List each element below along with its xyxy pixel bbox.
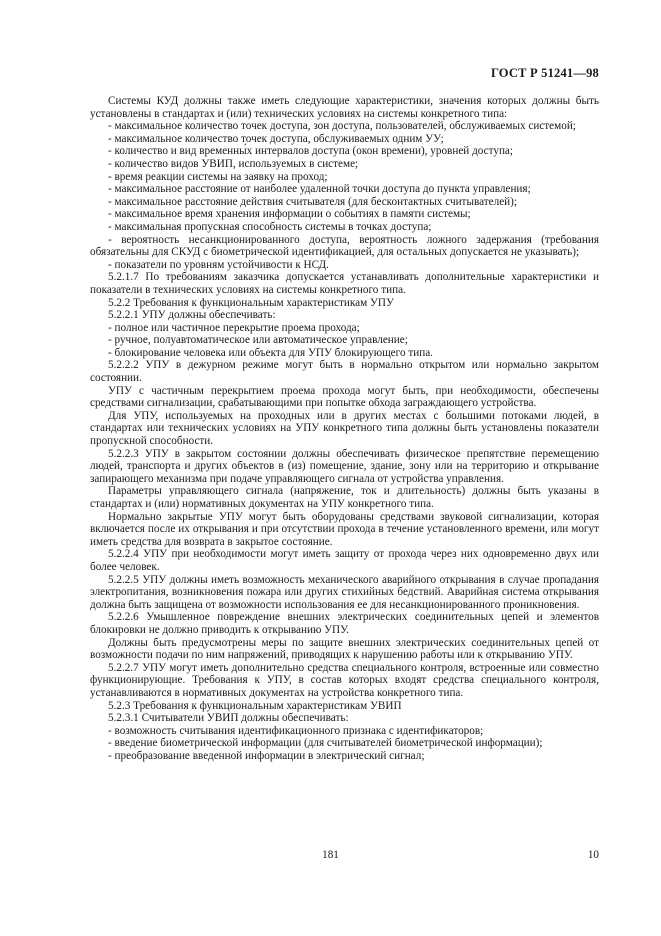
list-item: - максимальное расстояние от наиболее удаленной точки доступа до пункта управления; xyxy=(108,183,531,196)
section-paragraph: 5.2.1.7 По требованиям заказчика допускается устанавливать дополнительные характеристики и показатели в технических условиях на системы конкретного типа. xyxy=(90,271,599,296)
list-item: - ручное, полуавтоматическое или автоматическое управление; xyxy=(108,334,408,347)
list-item: - возможность считывания идентификационного признака с идентификаторов; xyxy=(108,724,484,737)
section-paragraph: 5.2.3.1 Считыватели УВИП должны обеспечивать: xyxy=(108,712,349,725)
section-paragraph: 5.2.2.6 Умышленное повреждение внешних электрических соединительных цепей и элементов блокировки не должно приводить к открыванию УПУ. xyxy=(90,611,599,636)
list-item: - количество и вид временны́х интервалов доступа (окон времени), уровней доступа; xyxy=(108,145,513,158)
list-item: - количество видов УВИП, используемых в системе; xyxy=(108,157,359,170)
paragraph: Должны быть предусмотрены меры по защите внешних электрических соединительных цепей от возможности подачи по ним напряжений, приводящих к нарушению работы или к открыванию УПУ. xyxy=(90,636,599,662)
paragraph: УПУ с частичным перекрытием проема прохода могут быть, при необходимости, обеспечены средствами сигнализации, срабатывающими при попытке обхода заграждающего устройства. xyxy=(90,384,599,410)
paragraph: Для УПУ, используемых на проходных или в других местах с большими потоками людей, в стандартах или технических условиях на УПУ конкретного типа должны быть установлены показатели пропускной способности. xyxy=(90,409,599,448)
list-item: - максимальное время хранения информации о событиях в памяти системы; xyxy=(108,208,471,221)
list-item: - максимальное расстояние действия считывателя (для бесконтактных считывателей); xyxy=(108,195,517,208)
list-item: - блокирование человека или объекта для УПУ блокирующего типа. xyxy=(108,346,433,359)
section-paragraph: 5.2.2.4 УПУ при необходимости могут иметь защиту от прохода через них одновременно двух или более человек. xyxy=(90,548,599,573)
list-item: - показатели по уровням устойчивости к НСД. xyxy=(108,258,329,271)
section-heading: 5.2.2 Требования к функциональным характеристикам УПУ xyxy=(108,296,394,309)
list-item: - максимальное количество точек доступа, обслуживаемых одним УУ; xyxy=(108,132,444,145)
section-paragraph: 5.2.2.5 УПУ должны иметь возможность механического аварийного открывания в случае пропадания электропитания, возникновения пожара или других стихийных бедствий. Аварийная система открывания должна быть защищена от возможности использования ее для несанкционированного проникновения. xyxy=(90,573,599,611)
paragraph: Системы КУД должны также иметь следующие характеристики, значения которых должны быть установлены в стандартах и (или) технических условиях на системы конкретного типа: xyxy=(90,95,599,120)
paragraph: Нормально закрытые УПУ могут быть оборудованы средствами звуковой сигнализации, которая включается после их открывания и при отсутствии прохода в течение установленного времени, или могут иметь средства для возврата в закрытое состояние. xyxy=(90,510,599,548)
page-number: 181 xyxy=(322,849,339,861)
document-header: ГОСТ Р 51241—98 xyxy=(490,66,599,80)
document-body xyxy=(90,95,599,762)
section-paragraph: 5.2.2.7 УПУ могут иметь дополнительно средства специального контроля, встроенные или совместно функционирующие. Требования к УПУ, в состав которых входят средства специального контроля, устанавливаются в нормативных документах на устройства конкретного типа. xyxy=(90,661,599,699)
section-paragraph: 5.2.2.1 УПУ должны обеспечивать: xyxy=(108,309,276,322)
document-page-number: 10 xyxy=(587,849,599,861)
list-item: - время реакции системы на заявку на проход; xyxy=(108,170,328,183)
list-item: - введение биометрической информации (для считывателей биометрической информации); xyxy=(108,737,543,750)
list-item: - максимальное количество точек доступа, зон доступа, пользователей, обслуживаемых системой; xyxy=(108,120,576,133)
paragraph: Параметры управляющего сигнала (напряжение, ток и длительность) должны быть указаны в стандартах и (или) нормативных документах на УПУ конкретного типа. xyxy=(90,485,599,510)
list-item: - преобразование введенной информации в электрический сигнал; xyxy=(108,749,425,762)
section-paragraph: 5.2.2.2 УПУ в дежурном режиме могут быть в нормально открытом или нормально закрытом состоянии. xyxy=(90,359,599,385)
list-item: - вероятность несанкционированного доступа, вероятность ложного задержания (требования обязательны для СКУД с биометрической идентификацией, для остальных допускается не указывать); xyxy=(90,233,599,259)
section-heading: 5.2.3 Требования к функциональным характеристикам УВИП xyxy=(108,699,402,712)
section-paragraph: 5.2.2.3 УПУ в закрытом состоянии должны обеспечивать физическое препятствие перемещению людей, транспорта и других объектов в (из) помещение, здание, зону или на территорию и открывание запирающего механизма при подаче управляющего сигнала от устройства управления. xyxy=(90,447,599,485)
list-item: - максимальная пропускная способность системы в точках доступа; xyxy=(108,220,432,233)
list-item: - полное или частичное перекрытие проема прохода; xyxy=(108,321,360,334)
